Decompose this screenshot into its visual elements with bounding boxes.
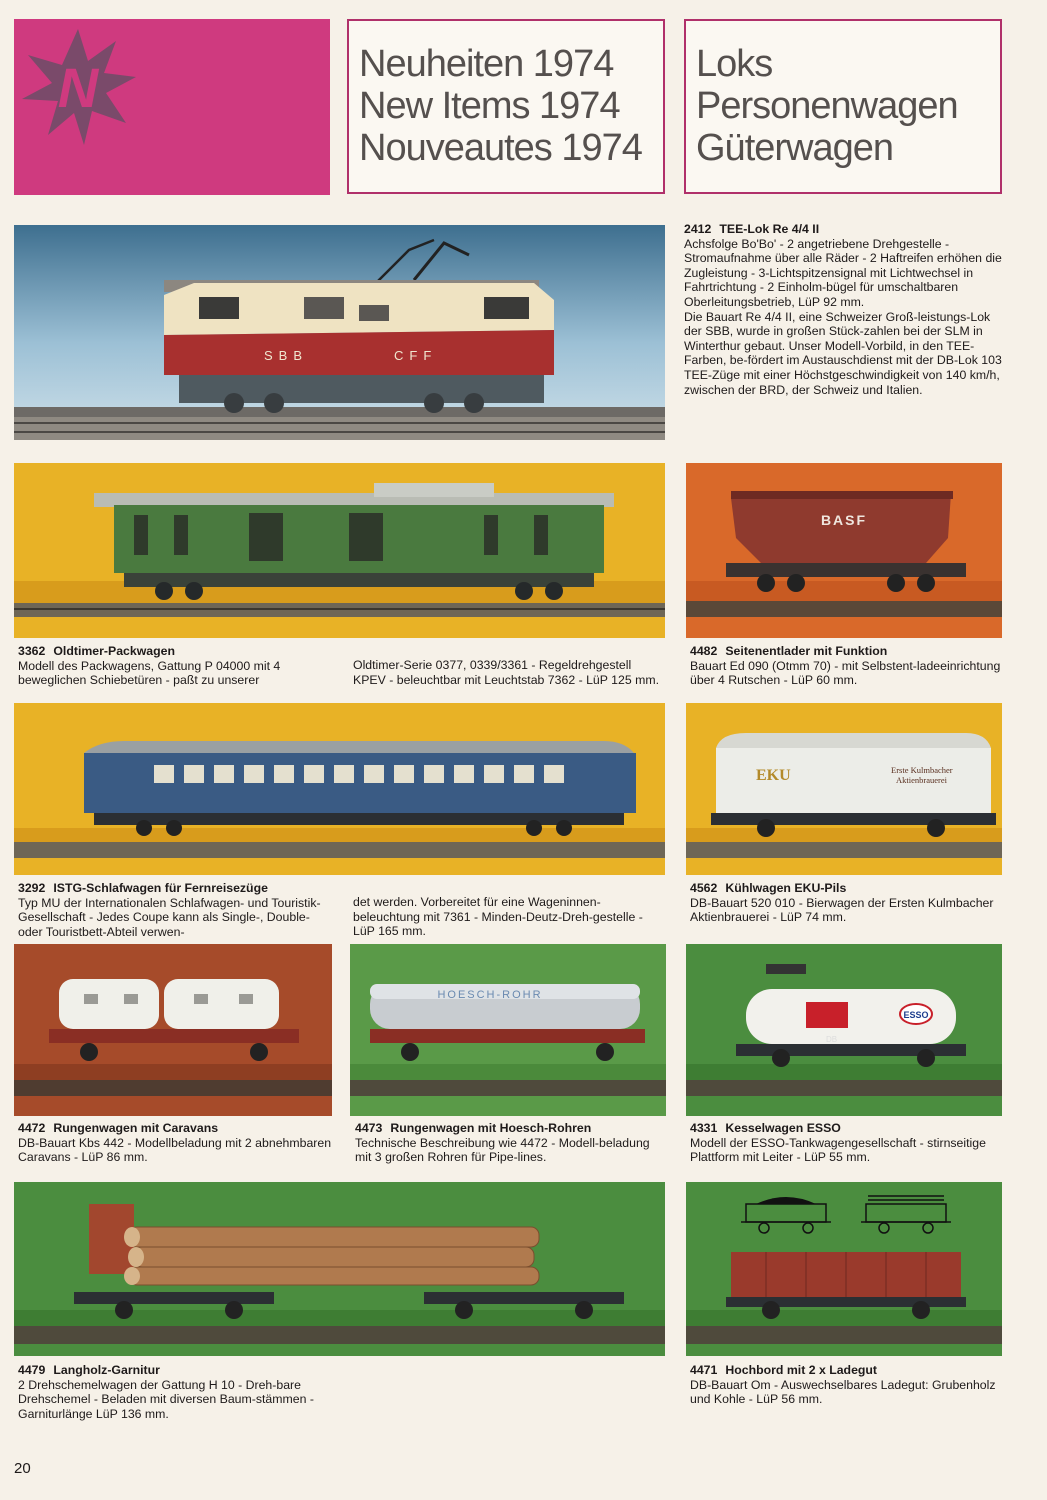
category-coaches: Personenwagen (696, 85, 958, 127)
item-description: Technische Beschreibung wie 4472 - Modell-beladung mit 3 großen Rohren für Pipe-lines. (355, 1135, 650, 1165)
item-title: Kesselwagen ESSO (725, 1121, 841, 1135)
item-title: Kühlwagen EKU-Pils (725, 881, 847, 895)
wagon-print-basf: BASF (820, 512, 868, 528)
item-number: 2412 (684, 222, 712, 236)
item-title: TEE-Lok Re 4/4 II (719, 222, 820, 236)
title-fr: Nouveautes 1974 (359, 127, 642, 169)
caption-4562 (690, 881, 1002, 925)
caption-4479 (18, 1363, 338, 1421)
item-number: 3292 (18, 881, 46, 895)
item-number: 4331 (690, 1121, 718, 1135)
item-description-2: det werden. Vorbereitet für eine Wageninnen-beleuchtung mit 7361 - Minden-Deutz-Dreh-gestelle - LüP 165 mm. (353, 895, 643, 939)
caption-4472 (18, 1121, 332, 1165)
item-title: Hochbord mit 2 x Ladegut (725, 1363, 878, 1377)
caption-4471 (690, 1363, 1002, 1407)
item-number: 4482 (690, 644, 718, 658)
item-description: Achsfolge Bo'Bo' - 2 angetriebene Drehgestelle - Stromaufnahme über alle Räder - 2 Haftreifen erhöhen die Zugleistung - 3-Lichtspitzensignal mit Lichtwechsel in Fahrtrichtung - 2 Einholm-bügel für umschaltbaren Oberleitungsbetrieb, LüP 92 mm. (684, 236, 1002, 309)
caption-4482 (690, 644, 1002, 688)
item-number: 4471 (690, 1363, 718, 1377)
caption-4473 (355, 1121, 665, 1165)
loco-print-sbb: SBB (264, 348, 309, 363)
item-number: 4472 (18, 1121, 46, 1135)
item-title: Seitenentlader mit Funktion (725, 644, 888, 658)
item-description: Modell des Packwagens, Gattung P 04000 mit 4 beweglichen Schiebetüren - paßt zu unserer (18, 658, 281, 688)
item-description: 2 Drehschemelwagen der Gattung H 10 - Dreh-bare Drehschemel - Beladen mit diversen Baum-stämmen - Garniturlänge LüP 136 mm. (18, 1377, 314, 1421)
item-description: DB-Bauart 520 010 - Bierwagen der Ersten Kulmbacher Aktienbrauerei - LüP 74 mm. (690, 895, 994, 925)
photo-4473-stake-wagon-pipes (350, 944, 666, 1116)
caption-3362-continued (353, 658, 663, 687)
wagon-print-esso: ESSO (903, 1010, 929, 1020)
item-description-2: Oldtimer-Serie 0377, 0339/3361 - Regeldrehgestell KPEV - beleuchtbar mit Leuchtstab 7362 - LüP 125 mm. (353, 658, 659, 687)
photo-2412-locomotive (14, 225, 665, 440)
novelty-star-icon (18, 27, 138, 147)
item-number: 3362 (18, 644, 46, 658)
item-description: Bauart Ed 090 (Otmm 70) - mit Selbstent-ladeeinrichtung über 4 Rutschen - LüP 60 mm. (690, 658, 1001, 688)
item-title: Langholz-Garnitur (53, 1363, 160, 1377)
item-title: Oldtimer-Packwagen (53, 644, 176, 658)
item-description: DB-Bauart Om - Auswechselbares Ladegut: Grubenholz und Kohle - LüP 56 mm. (690, 1377, 996, 1407)
item-number: 4479 (18, 1363, 46, 1377)
photo-4482-hopper-wagon (686, 463, 1002, 638)
wagon-print-line2: Aktienbrauerei (896, 775, 947, 785)
caption-3362 (18, 644, 328, 688)
caption-4331 (690, 1121, 1002, 1165)
wagon-print-line1: Erste Kulmbacher (891, 765, 953, 775)
category-locos: Loks (696, 43, 773, 85)
page-number: 20 (14, 1460, 31, 1477)
item-description: Typ MU der Internationalen Schlafwagen- und Touristik-Gesellschaft - Jedes Coupe kann als Single-, Double- oder Touristbett-Abteil verwen- (18, 895, 321, 939)
loco-print-cff: CFF (394, 348, 438, 363)
logo-letter: N (57, 56, 99, 119)
caption-2412 (684, 222, 1002, 397)
caption-3292-continued (353, 895, 653, 939)
item-title: Rungenwagen mit Caravans (53, 1121, 219, 1135)
category-freight: Güterwagen (696, 127, 894, 169)
item-number: 4473 (355, 1121, 383, 1135)
photo-3292-sleeping-car (14, 703, 665, 875)
photo-4471-open-wagon (686, 1182, 1002, 1356)
header-magenta-panel (14, 19, 330, 195)
photo-4472-stake-wagon-caravans (14, 944, 332, 1116)
photo-4331-tank-wagon (686, 944, 1002, 1116)
caption-3292 (18, 881, 336, 939)
item-description: Modell der ESSO-Tankwagengesellschaft - stirnseitige Plattform mit Leiter - LüP 55 mm. (690, 1135, 986, 1165)
item-title: Rungenwagen mit Hoesch-Rohren (390, 1121, 592, 1135)
year-title-box (347, 19, 665, 194)
title-de: Neuheiten 1974 (359, 43, 614, 85)
photo-4479-log-wagons (14, 1182, 665, 1356)
item-description: DB-Bauart Kbs 442 - Modellbeladung mit 2 abnehmbaren Caravans - LüP 86 mm. (18, 1135, 332, 1165)
title-en: New Items 1974 (359, 85, 620, 127)
wagon-print-eku: EKU (756, 767, 791, 784)
wagon-print-hoesch: HOESCH-ROHR (437, 989, 543, 1001)
item-title: ISTG-Schlafwagen für Fernreisezüge (53, 881, 268, 895)
photo-3362-baggage-car (14, 463, 665, 638)
item-description-2: Die Bauart Re 4/4 II, eine Schweizer Groß-leistungs-Lok der SBB, wurde in großen Stück-zahlen bei der SLM in Winterthur gebaut. Unser Modell-Vorbild, in den TEE-Farben, be-fördert im Austauschdienst mit der DB-Lok 103 TEE-Züge mit einer Höchstgeschwindigkeit von 140 km/h, zwischen der BRD, der Schweiz und Italien. (684, 309, 1002, 397)
photo-4562-refrigerator-wagon (686, 703, 1002, 875)
item-number: 4562 (690, 881, 718, 895)
wagon-print-db: DB (826, 1035, 838, 1044)
category-title-box (684, 19, 1002, 194)
